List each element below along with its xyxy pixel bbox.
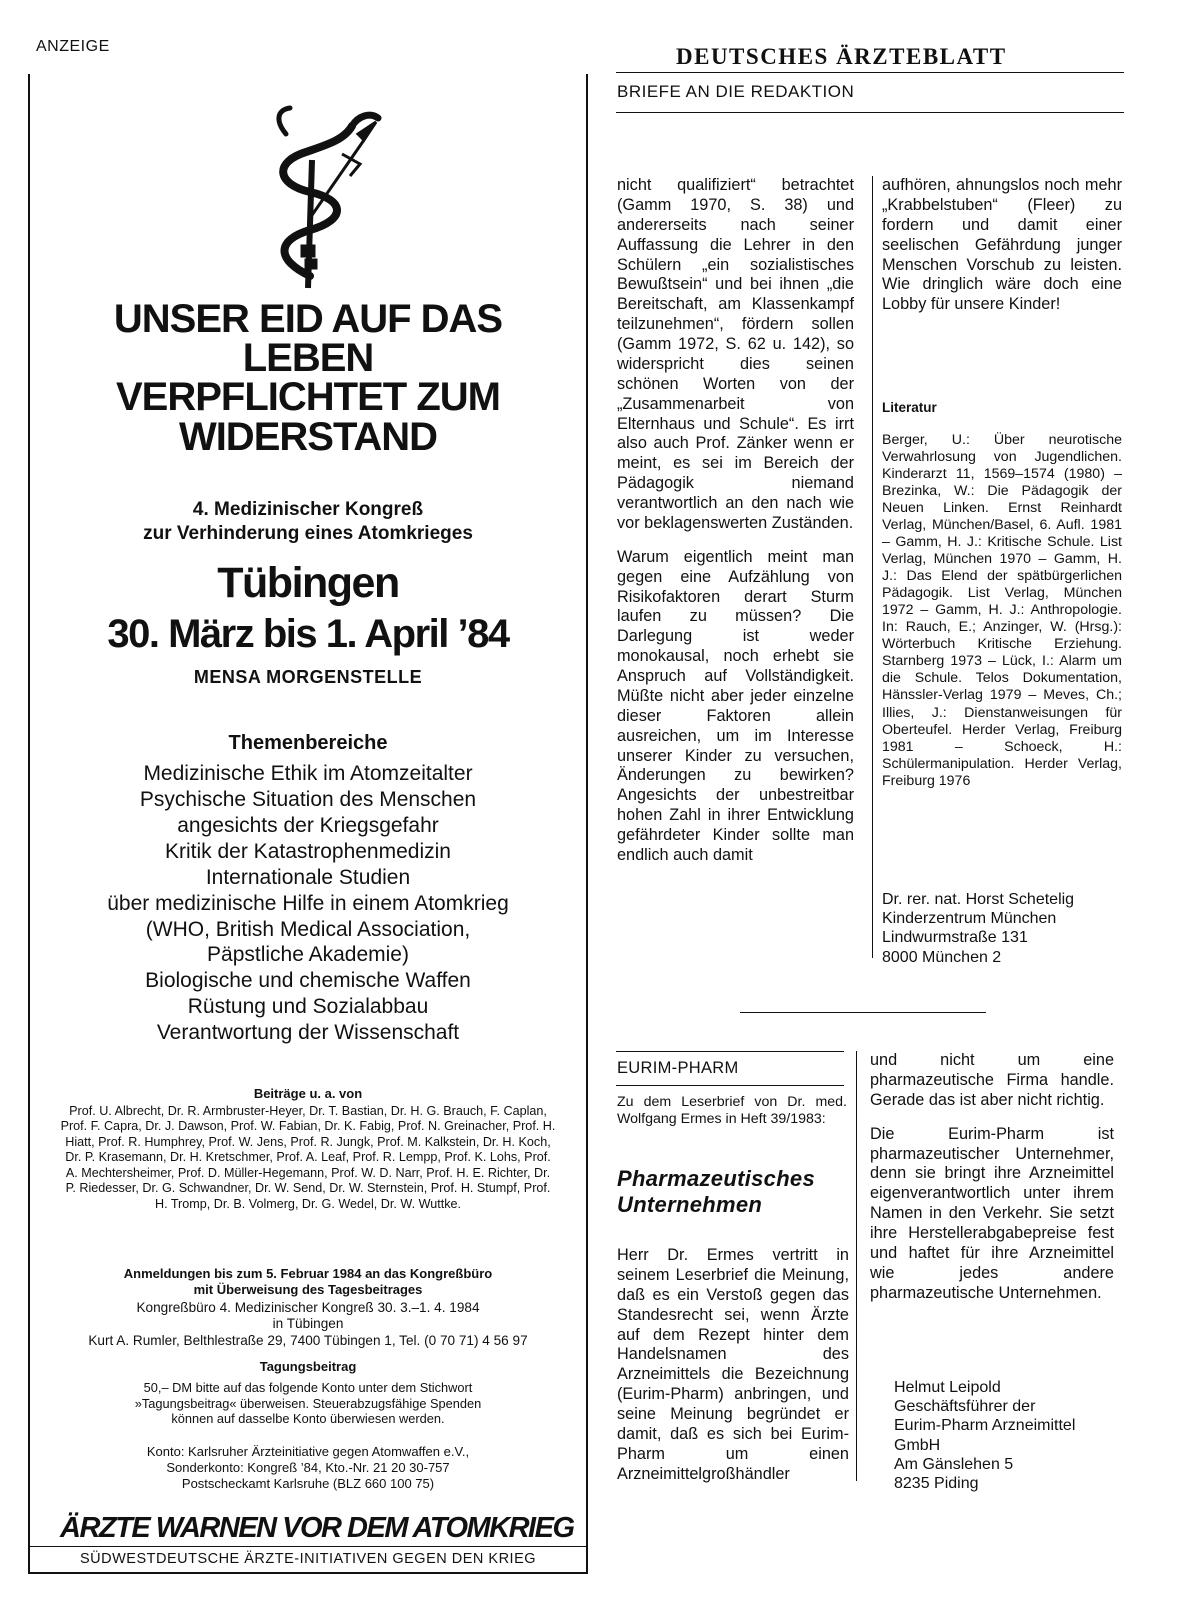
event-dates: 30. März bis 1. April ’84 (107, 612, 509, 656)
theme-item: über medizinische Hilfe in einem Atomkrieg (107, 891, 509, 915)
letter-paragraph: aufhören, ahnungslos noch mehr „Krabbelstuben“ (Fleer) zu fordern und damit einer seelischen Gefährdung junger Menschen Vorschub zu leisten. Wie dringlich wäre doch eine Lobby für unsere Kinder! (882, 176, 1122, 314)
signature-line: Am Gänslehen 5 (894, 1455, 1014, 1473)
theme-item: Biologische und chemische Waffen (145, 969, 471, 993)
slogan-rule (30, 1546, 586, 1547)
masthead: DEUTSCHES ÄRZTEBLATT (676, 44, 1007, 69)
section-rule (616, 112, 1124, 113)
theme-item: Verantwortung der Wissenschaft (156, 1021, 460, 1045)
letter-paragraph: nicht qualifiziert“ betrachtet (Gamm 1970, S. 38) und andererseits nach seiner Auffassung die Lehrer in den Schülern „ein sozialistisches Bewußtsein“ und bei ihnen „die Bereitschaft, am Klassenkampf teilzunehmen“, fördern sollen (Gamm 1972, S. 62 u. 142), so widerspricht dies seinen schönen Worten von der „Zusammenarbeit von Elternhaus und Schule“. Es irrt also auch Prof. Zänker wenn er meint, es sei im Bereich der Pädagogik niemand verantwortlich an den nach wie vor beklagenswerten Zuständen. (617, 176, 854, 532)
theme-item: angesichts der Kriegsgefahr (177, 813, 439, 837)
letter-paragraph: und nicht um eine pharmazeutische Firma handle. Gerade das ist aber nicht richtig. (870, 1051, 1114, 1109)
signature-line: Helmut Leipold (894, 1379, 1001, 1396)
signature-line: 8235 Piding (894, 1474, 979, 1492)
fee-line: können auf dasselbe Konto überwiesen werden. (171, 1411, 445, 1427)
masthead-rule (616, 72, 1124, 73)
registration-address (40, 1300, 576, 1349)
registration-heading-line: Anmeldungen bis zum 5. Februar 1984 an das Kongreßbüro (123, 1266, 493, 1281)
ad-headline (40, 297, 576, 459)
contributions-heading: Beiträge u. a. von (253, 1086, 363, 1101)
title-line: Unternehmen (617, 1192, 763, 1218)
congress-line: zur Verhinderung eines Atomkrieges (143, 522, 473, 544)
theme-item: Medizinische Ethik im Atomzeitalter (143, 762, 473, 785)
signature-line: Kinderzentrum München (882, 910, 1057, 928)
theme-item: Psychische Situation des Menschen (139, 787, 477, 811)
letter-signature (882, 890, 1122, 967)
section-title: BRIEFE AN DIE REDAKTION (617, 82, 855, 101)
eurim-section-title: EURIM-PHARM (617, 1059, 739, 1077)
signature-line: 8000 München 2 (882, 948, 1002, 966)
event-city: Tübingen (217, 559, 399, 607)
theme-item: Internationale Studien (205, 865, 411, 889)
headline-line: VERPFLICHTET ZUM (116, 375, 500, 420)
signature-line: Dr. rer. nat. Horst Schetelig (882, 891, 1075, 908)
signature-line: GmbH (894, 1436, 941, 1454)
theme-item: Rüstung und Sozialabbau (187, 995, 429, 1019)
column-divider (856, 1051, 857, 1481)
fee-line: 50,– DM bitte auf das folgende Konto unter dem Stichwort (143, 1380, 473, 1395)
letter-column-1 (617, 176, 854, 880)
registration-heading (40, 1266, 576, 1298)
title-line: Pharmazeutisches (617, 1166, 815, 1191)
themes-heading: Themenbereiche (228, 732, 388, 754)
theme-item: Kritik der Katastrophenmedizin (165, 839, 451, 863)
caduceus-rocket-logo (246, 100, 386, 290)
headline-line: LEBEN (242, 336, 374, 381)
literature-list: Berger, U.: Über neurotische Verwahrlosung von Jugendlichen. Kinderarzt 11, 1569–1574 (1980) – Brezinka, W.: Die Pädagogik der Neuen Linken. Ernst Reinhardt Verlag, München/Basel, 6. Aufl. 1981 – Gamm, H. J.: Kritische Schule. List Verlag, München 1970 – Gamm, H. J.: Das Elend der spätbürgerlichen Pädagogik. List Verlag, München 1972 – Gamm, H. J.: Anthropologie. In: Rauch, E.; Anzinger, W. (Hrsg.): Wörterbuch Kritische Erziehung. Starnberg 1973 – Lück, I.: Alarm um die Schule. Telos Dokumentation, Hänssler-Verlag 1979 – Meves, Ch.; Illies, J.: Dienstanweisungen für Oberteufel. Herder Verlag, Freiburg 1981 – Schoeck, H.: Schülermanipulation. Herder Verlag, Freiburg 1976 (882, 432, 1122, 789)
congress-title (40, 498, 576, 546)
signature-line: Geschäftsführer der (894, 1398, 1036, 1416)
signature-line: Eurim-Pharm Arzneimittel (894, 1417, 1076, 1435)
literature-heading: Literatur (882, 400, 937, 415)
article-separator (740, 1012, 986, 1013)
letter-signature (894, 1378, 1124, 1493)
ad-subline: SÜDWESTDEUTSCHE ÄRZTE-INITIATIVEN GEGEN DEN KRIEG (79, 1551, 537, 1567)
registration-line: in Tübingen (272, 1316, 344, 1332)
account-line: Konto: Karlsruher Ärzteinitiative gegen Atomwaffen e.V., (146, 1444, 470, 1459)
registration-heading-line: mit Überweisung des Tagesbeitrages (193, 1281, 423, 1297)
letter-intro: Zu dem Leserbrief von Dr. med. Wolfgang Ermes in Heft 39/1983: (617, 1094, 847, 1128)
fee-heading: Tagungsbeitrag (259, 1359, 357, 1374)
letter-paragraph: Herr Dr. Ermes vertritt in seinem Leserbrief die Meinung, daß es ein Verstoß gegen das Standesrecht sei, wenn Ärzte auf dem Rezept hinter dem Handelsnamen des Arzneimittels die Bezeichnung (Eurim-Pharm) anbringen, und seine Meinung begründet er damit, daß es sich bei Eurim-Pharm um einen Arzneimittelgroßhändler (617, 1246, 849, 1483)
account-line: Sonderkonto: Kongreß ’84, Kto.-Nr. 21 20 30-757 (166, 1459, 450, 1475)
registration-line: Kongreßbüro 4. Medizinischer Kongreß 30. 3.–1. 4. 1984 (136, 1300, 480, 1315)
column-divider (872, 176, 873, 958)
letter-column-1 (617, 1246, 849, 1499)
bank-account (40, 1444, 576, 1492)
theme-item: (WHO, British Medical Association, (145, 917, 471, 941)
event-venue: MENSA MORGENSTELLE (193, 667, 423, 687)
letter-column-2 (882, 176, 1122, 329)
letter-paragraph: Warum eigentlich meint man gegen eine Aufzählung von Risikofaktoren derart Sturm laufen zu müssen? Die Darlegung ist weder monokausal, noch erhebt sie Anspruch auf Vollständigkeit. Müßte nicht aber jeder einzelne dieser Faktoren allein ausreichen, um im Interesse unserer Kinder zu versuchen, Änderungen zu bewirken? Angesichts der unbestreitbar hohen Zahl in ihrer Entwicklung gefährdeter Kinder sollte man endlich auch damit (617, 547, 854, 864)
headline-line: WIDERSTAND (178, 414, 438, 459)
fee-line: »Tagungsbeitrag« überweisen. Steuerabzugsfähige Spenden (134, 1395, 482, 1411)
speaker-list: Prof. U. Albrecht, Dr. R. Armbruster-Heyer, Dr. T. Bastian, Dr. H. G. Brauch, F. Caplan, Prof. F. Capra, Dr. J. Dawson, Prof. W. Fabian, Dr. K. Fabig, Prof. N. Greinacher, Prof. H. Hiatt, Prof. R. Humphrey, Prof. W. Jens, Prof. R. Jungk, Prof. M. Kalkstein, Dr. H. Koch, Dr. P. Krasemann, Dr. H. Kretschmer, Prof. A. Leaf, Prof. R. Lempp, Prof. K. Lohs, Prof. A. Mechtersheimer, Prof. D. Müller-Hegemann, Prof. W. D. Narr, Prof. H. E. Richter, Dr. P. Riedesser, Dr. G. Schwandner, Dr. W. Send, Dr. W. Sternstein, Prof. H. Stumpf, Prof. H. Tromp, Dr. B. Volmerg, Dr. G. Wedel, Dr. W. Wuttke. (60, 1104, 556, 1211)
congress-line: 4. Medizinischer Kongreß (192, 499, 424, 520)
section-rule (616, 1051, 844, 1052)
registration-line: Kurt A. Rumler, Belthlestraße 29, 7400 Tübingen 1, Tel. (0 70 71) 4 56 97 (88, 1332, 528, 1348)
headline-line: UNSER EID AUF DAS (113, 297, 503, 341)
account-line: Postscheckamt Karlsruhe (BLZ 660 100 75) (181, 1475, 435, 1491)
ad-label: ANZEIGE (36, 38, 110, 55)
signature-line: Lindwurmstraße 131 (882, 929, 1028, 947)
fee-text (40, 1380, 576, 1427)
themes-list (40, 761, 576, 1046)
letter-title (617, 1166, 857, 1219)
letter-column-2 (870, 1051, 1114, 1318)
theme-item: Päpstliche Akademie) (207, 943, 409, 967)
section-rule (616, 1085, 844, 1086)
letter-paragraph: Die Eurim-Pharm ist pharmazeutischer Unternehmer, denn sie bringt ihre Arzneimittel eigenverantwortlich unter ihrem Namen in den Verkehr. Sie setzt ihre Herstellerabgabepreise fest und haftet für ihre Arzneimittel wie jedes andere pharmazeutische Unternehmen. (870, 1124, 1114, 1302)
ad-slogan: ÄRZTE WARNEN VOR DEM ATOMKRIEG (60, 1512, 574, 1544)
